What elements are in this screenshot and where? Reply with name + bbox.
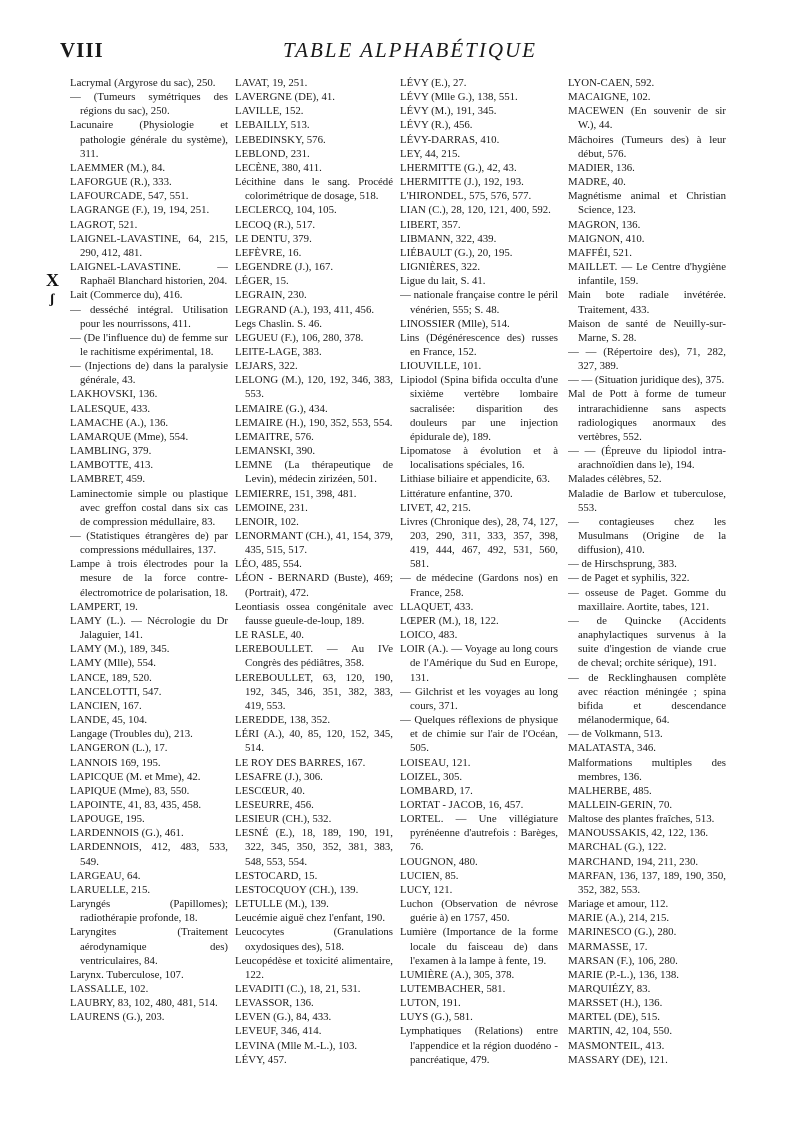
index-entry: Luchon (Observation de névrose guérie à) en 1757, 450. xyxy=(400,898,558,925)
index-entry: Legs Chaslin. S. 46. xyxy=(235,317,322,330)
index-entry: LUYS (G.), 581. xyxy=(400,1011,473,1024)
index-entry: Lécithine dans le sang. Procédé colorimétrique de dosage, 518. xyxy=(235,176,393,203)
page-header xyxy=(60,38,760,74)
index-entry: LOIZEL, 305. xyxy=(400,770,463,783)
index-entry: Larynx. Tuberculose, 107. xyxy=(70,968,184,981)
index-entry: LANGERON (L.), 17. xyxy=(70,742,168,755)
index-entry: LEGENDRE (J.), 167. xyxy=(235,261,334,274)
index-entry: LŒPER (M.), 18, 122. xyxy=(400,614,499,627)
index-entry: LAMY (L.). — Nécrologie du Dr Jalaguier, 141. xyxy=(70,614,228,642)
index-entry: Mariage et amour, 112. xyxy=(568,898,669,911)
index-entry: LIVET, 42, 215. xyxy=(400,501,471,514)
index-entry: LUTEMBACHER, 581. xyxy=(400,983,506,995)
index-entry: — de Paget et syphilis, 322. xyxy=(568,572,690,585)
index-entry: LINOSSIER (Mlle), 514. xyxy=(400,317,510,330)
index-entry: MARMASSE, 17. xyxy=(568,940,648,953)
index-entry: MARINESCO (G.), 280. xyxy=(568,926,677,939)
index-entry: LEVEN (G.), 84, 433. xyxy=(235,1011,332,1024)
index-entry: LANNOIS 169, 195. xyxy=(70,756,161,769)
index-entry: — nationale française contre le péril vénérien, 555; S. 48. xyxy=(400,289,558,316)
index-entry: Laryngés (Papillomes); radiothérapie profonde, 18. xyxy=(70,898,228,925)
index-entry: LAEMMER (M.), 84. xyxy=(70,161,166,174)
index-entry: LECLERCQ, 104, 105. xyxy=(235,204,337,217)
index-entry: LAPICQUE (M. et Mme), 42. xyxy=(70,770,201,783)
index-entry: LALESQUE, 433. xyxy=(70,402,151,415)
index-entry: LEITE-LAGE, 383. xyxy=(235,345,322,358)
index-entry: MARSAN (F.), 106, 280. xyxy=(568,954,678,967)
index-entry: LEBLOND, 231. xyxy=(235,147,310,160)
index-entry: MALLEIN-GERIN, 70. xyxy=(568,798,673,811)
index-entry: MARSSET (H.), 136. xyxy=(568,997,663,1010)
index-entry: MADRE, 40. xyxy=(568,176,626,189)
index-entry: LAGROT, 521. xyxy=(70,218,138,231)
index-entry: LAMBRET, 459. xyxy=(70,473,146,486)
index-entry: MACEWEN (En souvenir de sir W.), 44. xyxy=(568,105,726,132)
index-entry: MAFFÉI, 521. xyxy=(568,246,632,259)
index-entry: — de Hirschsprung, 383. xyxy=(568,558,677,571)
index-entry: Littérature enfantine, 370. xyxy=(400,487,513,500)
index-entry: Ligue du lait, S. 41. xyxy=(400,275,486,288)
index-entry: Lacrymal (Argyrose du sac), 250. xyxy=(70,77,216,89)
index-entry: Mâchoires (Tumeurs des) à leur début, 576. xyxy=(568,133,726,160)
index-entry: LEMOINE, 231. xyxy=(235,501,308,514)
index-entry: LARUELLE, 215. xyxy=(70,883,151,896)
index-entry: LARDENNOIS, 412, 483, 533, 549. xyxy=(70,841,228,868)
index-entry: LIGNIÈRES, 322. xyxy=(400,261,481,274)
index-entry: LAPOINTE, 41, 83, 435, 458. xyxy=(70,798,202,811)
index-entry: LLAQUET, 433. xyxy=(400,600,474,613)
index-entry: LAKHOVSKI, 136. xyxy=(70,388,158,401)
index-entry: LAMBLING, 379. xyxy=(70,445,152,458)
index-entry: LAMPERT, 19. xyxy=(70,600,138,613)
index-entry: LE RASLE, 40. xyxy=(235,629,304,642)
index-entry: Maltose des plantes fraîches, 513. xyxy=(568,813,715,826)
index-entry: LEMAIRE (G.), 434. xyxy=(235,402,328,415)
index-entry: LÉVY (E.), 27. xyxy=(400,77,467,89)
index-entry: LIBERT, 357. xyxy=(400,218,461,231)
index-entry: MARIE (A.), 214, 215. xyxy=(568,912,670,925)
index-entry: LESTOCQUOY (CH.), 139. xyxy=(235,883,359,896)
index-entry: — de médecine (Gardons nos) en France, 258. xyxy=(400,572,558,599)
index-entry: — contagieuses chez les Musulmans (Origine de la diffusion), 410. xyxy=(568,515,726,557)
index-entry: MARCHAL (G.), 122. xyxy=(568,841,667,854)
index-entry: LEGRAIN, 230. xyxy=(235,289,307,302)
index-entry: MAGRON, 136. xyxy=(568,218,641,231)
index-entry: LOICO, 483. xyxy=(400,629,458,642)
index-entry: LOIR (A.). — Voyage au long cours de l'Amérique du Sud en Europe, 131. xyxy=(400,643,558,684)
index-entry: Lumière (Importance de la forme locale du faisceau de) dans l'examen à la lampe à fente, 19. xyxy=(400,926,558,967)
index-entry: — — (Situation juridique des), 375. xyxy=(568,374,725,387)
index-entry: LEVEUF, 346, 414. xyxy=(235,1025,322,1038)
index-entry: LEMIERRE, 151, 398, 481. xyxy=(235,487,357,500)
index-entry: MARCHAND, 194, 211, 230. xyxy=(568,855,699,868)
index-entry: LÉVY, 457. xyxy=(235,1053,287,1066)
index-entry: LESNÉ (E.), 18, 189, 190, 191, 322, 345, 350, 352, 381, 383, 548, 553, 554. xyxy=(235,827,393,868)
index-column-2 xyxy=(235,76,393,1136)
index-entry: — — (Répertoire des), 71, 282, 327, 389. xyxy=(568,345,726,373)
index-entry: LEVADITI (C.), 18, 21, 531. xyxy=(235,983,361,995)
index-entry: Lymphatiques (Relations) entre l'appendice et la région duodéno - pancréatique, 479. xyxy=(400,1025,558,1066)
index-entry: Langage (Troubles du), 213. xyxy=(70,728,193,741)
index-entry: LAGRANGE (F.), 19, 194, 251. xyxy=(70,204,210,217)
index-entry: — de Volkmann, 513. xyxy=(568,728,663,741)
margin-bracket-mark: ʃ xyxy=(50,292,55,307)
index-entry: LEVINA (Mlle M.-L.), 103. xyxy=(235,1039,358,1052)
index-entry: Mal de Pott à forme de tumeur intrarachidienne sans aspects radiologiques anormaux des vertèbres, 552. xyxy=(568,388,726,443)
index-entry: LÉVY (R.), 456. xyxy=(400,119,473,132)
index-entry: LÉON - BERNARD (Buste), 469; (Portrait), 472. xyxy=(235,572,393,599)
index-entry: Lipiodol (Spina bifida occulta d'une sixième vertèbre lombaire sacralisée: disparition des douleurs par une injection épidurale de), 189. xyxy=(400,374,558,443)
index-entry: LAVERGNE (DE), 41. xyxy=(235,91,335,104)
index-entry: — (Tumeurs symétriques des régions du sac), 250. xyxy=(70,91,228,118)
index-entry: LHERMITTE (J.), 192, 193. xyxy=(400,176,524,189)
index-entry: Livres (Chronique des), 28, 74, 127, 203, 290, 311, 333, 357, 398, 419, 444, 467, 492, 531, 560, 581. xyxy=(400,515,558,571)
index-entry: MARQUIÉZY, 83. xyxy=(568,983,651,995)
index-entry: — Quelques réflexions de physique et de chimie sur l'air de l'Océan, 505. xyxy=(400,714,558,755)
index-entry: LEFÈVRE, 16. xyxy=(235,246,302,259)
index-entry: LAMACHE (A.), 136. xyxy=(70,416,169,429)
index-entry: Leontiasis ossea congénitale avec fausse gueule-de-loup, 189. xyxy=(235,600,393,627)
index-entry: Leucopédèse et toxicité alimentaire, 122. xyxy=(235,954,393,981)
index-entry: LEMANSKI, 390. xyxy=(235,445,316,458)
index-entry: LORTAT - JACOB, 16, 457. xyxy=(400,798,524,811)
index-entry: LARGEAU, 64. xyxy=(70,869,141,882)
index-entry: LAMBOTTE, 413. xyxy=(70,459,154,472)
index-entry: LAVAT, 19, 251. xyxy=(235,77,308,89)
index-entry: Malades célèbres, 52. xyxy=(568,473,662,486)
index-entry: — — (Épreuve du lipiodol intra-arachnoïdien dans le), 194. xyxy=(568,445,726,472)
index-entry: — (De l'influence du) de femme sur le rachitisme expérimental, 18. xyxy=(70,331,228,358)
index-entry: LIOUVILLE, 101. xyxy=(400,360,482,373)
index-entry: LECOQ (R.), 517. xyxy=(235,218,316,231)
index-entry: LE ROY DES BARRES, 167. xyxy=(235,756,366,769)
index-entry: LEGRAND (A.), 193, 411, 456. xyxy=(235,303,375,316)
index-entry: LAFORGUE (R.), 333. xyxy=(70,176,172,189)
index-entry: LAIGNEL-LAVASTINE. — Raphaël Blanchard historien, 204. xyxy=(70,261,228,288)
index-entry: LARDENNOIS (G.), 461. xyxy=(70,827,184,840)
index-entry: — desséché intégral. Utilisation pour les nourrissons, 411. xyxy=(70,303,228,330)
index-entry: — de Recklinghausen complète avec réaction méningée ; spina bifida et descendance mélanodermique, 64. xyxy=(568,671,726,727)
index-entry: LAURENS (G.), 203. xyxy=(70,1011,165,1024)
index-entry: LANCE, 189, 520. xyxy=(70,671,152,684)
index-entry: — Gilchrist et les voyages au long cours, 371. xyxy=(400,685,558,712)
index-entry: MARIE (P.-L.), 136, 138. xyxy=(568,968,679,981)
index-entry: LAMARQUE (Mme), 554. xyxy=(70,430,189,443)
index-entry: MARFAN, 136, 137, 189, 190, 350, 352, 382, 553. xyxy=(568,869,726,896)
index-entry: LEREBOULLET, 63, 120, 190, 192, 345, 346, 351, 382, 383, 419, 553. xyxy=(235,671,393,712)
index-entry: LAFOURCADE, 547, 551. xyxy=(70,190,189,203)
index-entry: LEJARS, 322. xyxy=(235,360,298,373)
index-entry: Laminectomie simple ou plastique avec greffon costal dans six cas de compression médullaire, 83. xyxy=(70,487,228,528)
index-entry: LÉVY (Mlle G.), 138, 551. xyxy=(400,91,518,104)
index-entry: Lampe à trois électrodes pour la mesure de la force contre-électromotrice de polarisation, 18. xyxy=(70,558,228,599)
index-entry: LHERMITTE (G.), 42, 43. xyxy=(400,161,517,174)
index-entry: MAIGNON, 410. xyxy=(568,232,645,245)
index-entry: LE DENTU, 379. xyxy=(235,232,312,245)
index-entry: MASSARY (DE), 121. xyxy=(568,1053,668,1066)
index-entry: LEBEDINSKY, 576. xyxy=(235,133,326,146)
index-entry: Laryngites (Traitement aérodynamique des) ventriculaires, 84. xyxy=(70,926,228,967)
index-entry: LAPOUGE, 195. xyxy=(70,813,145,826)
index-entry: LÉVY-DARRAS, 410. xyxy=(400,133,500,146)
index-entry: LAMY (M.), 189, 345. xyxy=(70,643,170,656)
index-entry: LANCELOTTI, 547. xyxy=(70,685,162,698)
index-columns xyxy=(70,76,750,1136)
index-entry: LAPIQUE (Mme), 83, 550. xyxy=(70,784,190,797)
index-entry: — (Statistiques étrangères de) par compressions médullaires, 137. xyxy=(70,530,228,557)
index-entry: LESIEUR (CH.), 532. xyxy=(235,813,332,826)
index-entry: MACAIGNE, 102. xyxy=(568,91,651,104)
page-number: VIII xyxy=(60,38,104,62)
index-entry: LAIGNEL-LAVASTINE, 64, 215, 290, 412, 481. xyxy=(70,232,228,259)
index-column-3 xyxy=(400,76,558,1136)
index-entry: MARTIN, 42, 104, 550. xyxy=(568,1025,673,1038)
index-entry: MARTEL (DE), 515. xyxy=(568,1011,660,1024)
index-entry: LORTEL. — Une villégiature pyrénéenne d'autrefois : Barèges, 76. xyxy=(400,813,558,854)
index-entry: Malformations multiples des membres, 136. xyxy=(568,756,726,783)
index-entry: Magnétisme animal et Christian Science, 123. xyxy=(568,190,726,217)
index-entry: MANOUSSAKIS, 42, 122, 136. xyxy=(568,827,709,840)
index-entry: Leucocytes (Granulations oxydosiques des), 518. xyxy=(235,926,393,953)
index-entry: MADIER, 136. xyxy=(568,161,635,174)
index-entry: LANCIEN, 167. xyxy=(70,699,142,712)
index-column-4 xyxy=(568,76,726,1136)
index-entry: LETULLE (M.), 139. xyxy=(235,898,329,911)
index-entry: LESTOCARD, 15. xyxy=(235,869,318,882)
index-entry: LIAN (C.), 28, 120, 121, 400, 592. xyxy=(400,204,551,217)
index-entry: LOMBARD, 17. xyxy=(400,784,473,797)
index-entry: LEMAITRE, 576. xyxy=(235,430,314,443)
margin-cross-mark: X xyxy=(46,270,59,290)
index-entry: LUMIÈRE (A.), 305, 378. xyxy=(400,968,515,981)
index-entry: LESCŒUR, 40. xyxy=(235,784,305,797)
index-entry: LEVASSOR, 136. xyxy=(235,997,314,1010)
index-entry: LUCY, 121. xyxy=(400,883,453,896)
index-entry: — de Quincke (Accidents anaphylactiques survenus à la suite d'ingestion de viande crue de cheval; orchite sérique), 191. xyxy=(568,614,726,670)
index-entry: LUCIEN, 85. xyxy=(400,869,459,882)
index-entry: Lipomatose à évolution et à localisations spéciales, 16. xyxy=(400,445,558,472)
index-entry: LOUGNON, 480. xyxy=(400,855,478,868)
index-entry: MASMONTEIL, 413. xyxy=(568,1039,665,1052)
index-entry: LIBMANN, 322, 439. xyxy=(400,232,497,245)
index-entry: LAMY (Mlle), 554. xyxy=(70,657,156,670)
index-entry: LESEURRE, 456. xyxy=(235,798,314,811)
index-entry: — osseuse de Paget. Gomme du maxillaire. Aortite, tabes, 121. xyxy=(568,586,726,613)
index-entry: LENORMANT (CH.), 41, 154, 379, 435, 515, 517. xyxy=(235,530,393,557)
index-entry: LENOIR, 102. xyxy=(235,515,299,528)
index-entry: LEBAILLY, 513. xyxy=(235,119,310,132)
index-entry: LÉO, 485, 554. xyxy=(235,558,302,571)
index-entry: LELONG (M.), 120, 192, 346, 383, 553. xyxy=(235,374,393,401)
index-entry: LESAFRE (J.), 306. xyxy=(235,770,323,783)
index-entry: Lacunaire (Physiologie et pathologie générale du système), 311. xyxy=(70,119,228,160)
index-entry: LÉVY (M.), 191, 345. xyxy=(400,105,497,118)
index-entry: LIÉBAULT (G.), 20, 195. xyxy=(400,246,513,259)
index-entry: LEREBOULLET. — Au IVe Congrès des pédiâtres, 358. xyxy=(235,643,393,670)
index-entry: LOISEAU, 121. xyxy=(400,756,471,769)
running-title: TABLE ALPHABÉTIQUE xyxy=(283,38,537,62)
index-column-1 xyxy=(70,76,228,1136)
index-entry: Main bote radiale invétérée. Traitement, 433. xyxy=(568,289,726,316)
index-entry: Lait (Commerce du), 416. xyxy=(70,289,183,302)
index-entry: LEMAIRE (H.), 190, 352, 553, 554. xyxy=(235,416,393,429)
index-entry: LECÈNE, 380, 411. xyxy=(235,161,322,174)
index-entry: L'HIRONDEL, 575, 576, 577. xyxy=(400,190,532,203)
index-entry: LAUBRY, 83, 102, 480, 481, 514. xyxy=(70,997,218,1010)
index-entry: LÉGER, 15. xyxy=(235,275,289,288)
index-entry: LÉRI (A.), 40, 85, 120, 152, 345, 514. xyxy=(235,728,393,755)
index-entry: LASSALLE, 102. xyxy=(70,983,149,995)
index-entry: MALHERBE, 485. xyxy=(568,784,652,797)
index-entry: Maison de santé de Neuilly-sur-Marne, S. 28. xyxy=(568,317,726,344)
index-entry: — (Injections de) dans la paralysie générale, 43. xyxy=(70,360,228,387)
index-entry: Maladie de Barlow et tuberculose, 553. xyxy=(568,487,726,514)
index-entry: Lins (Dégénérescence des) russes en France, 152. xyxy=(400,331,558,358)
index-entry: LYON-CAEN, 592. xyxy=(568,77,655,89)
index-entry: Lithiase biliaire et appendicite, 63. xyxy=(400,473,550,486)
index-entry: LEGUEU (F.), 106, 280, 378. xyxy=(235,331,364,344)
index-entry: LUTON, 191. xyxy=(400,997,461,1010)
index-entry: LEY, 44, 215. xyxy=(400,147,461,160)
index-entry: LAVILLE, 152. xyxy=(235,105,304,118)
index-entry: Leucémie aiguë chez l'enfant, 190. xyxy=(235,912,386,925)
index-entry: MALATASTA, 346. xyxy=(568,742,656,755)
index-entry: LEMNE (La thérapeutique de Levin), médecin zirizéen, 501. xyxy=(235,459,393,486)
index-entry: LANDE, 45, 104. xyxy=(70,714,148,727)
index-entry: MAILLET. — Le Centre d'hygiène infantile, 159. xyxy=(568,261,726,288)
index-entry: LEREDDE, 138, 352. xyxy=(235,714,331,727)
